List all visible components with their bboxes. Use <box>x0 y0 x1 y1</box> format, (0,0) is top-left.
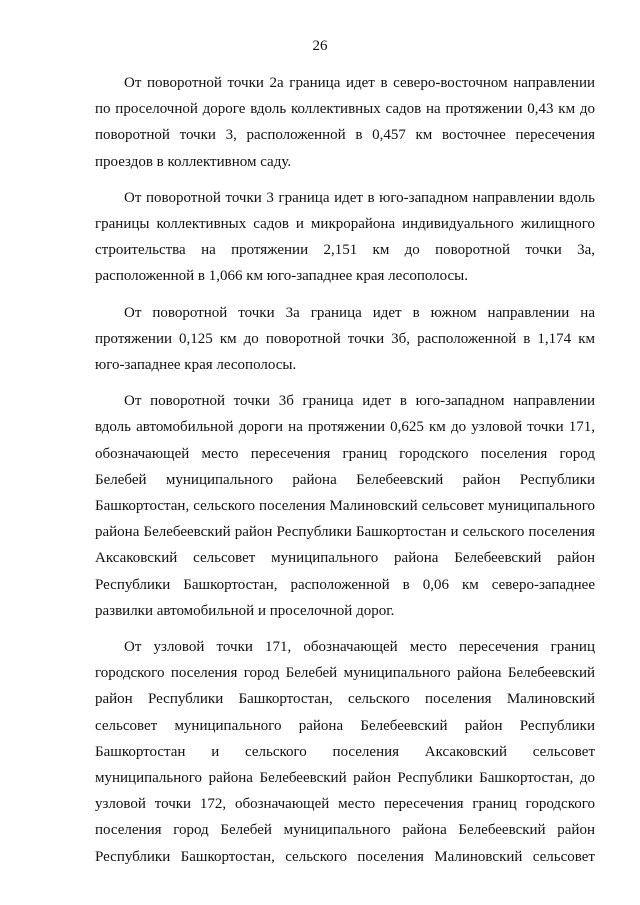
paragraph-point-171: От узловой точки 171, обозначающей место пересечения границ городского поселения город Белебей муниципального района Белебеевский район Республики Башкортостан, сельского поселения Малиновский сельсовет муниципального района Белебеевский район Республики Башкортостан и сельского поселения Аксаковский сельсовет муниципального района Белебеевский район Республики Башкортостан, до узловой точки 172, обозначающей место пересечения границ городского поселения город Белебей муниципального района Белебеевский район Республики Башкортостан, сельского поселения Малиновский сельсовет <box>95 639 595 865</box>
page-number: 26 <box>312 38 328 54</box>
document-body <box>95 70 595 870</box>
paragraph-point-3a: От поворотной точки 3а граница идет в южном направлении на протяжении 0,125 км до поворотной точки 3б, расположенной в 1,174 км юго-западнее края лесополосы. <box>95 304 595 374</box>
paragraph-point-3b: От поворотной точки 3б граница идет в юго-западном направлении вдоль автомобильной дороги на протяжении 0,625 км до узловой точки 171, обозначающей место пересечения границ городского поселения город Белебей муниципального района Белебеевский район Республики Башкортостан, сельского поселения Малиновский сельсовет муниципального района Белебеевский район Республики Башкортостан и сельского поселения Аксаковский сельсовет муниципального района Белебеевский район Республики Башкортостан, расположенной в 0,06 км северо-западнее развилки автомобильной и проселочной дорог. <box>95 393 595 619</box>
paragraph-point-2a: От поворотной точки 2а граница идет в северо-восточном направлении по проселочной дороге вдоль коллективных садов на протяжении 0,43 км до поворотной точки 3, расположенной в 0,457 км восточнее пересечения проездов в коллективном саду. <box>95 75 595 170</box>
paragraph-point-3: От поворотной точки 3 граница идет в юго-западном направлении вдоль границы коллективных садов и микрорайона индивидуального жилищного строительства на протяжении 2,151 км до поворотной точки 3а, расположенной в 1,066 км юго-западнее края лесополосы. <box>95 189 595 285</box>
